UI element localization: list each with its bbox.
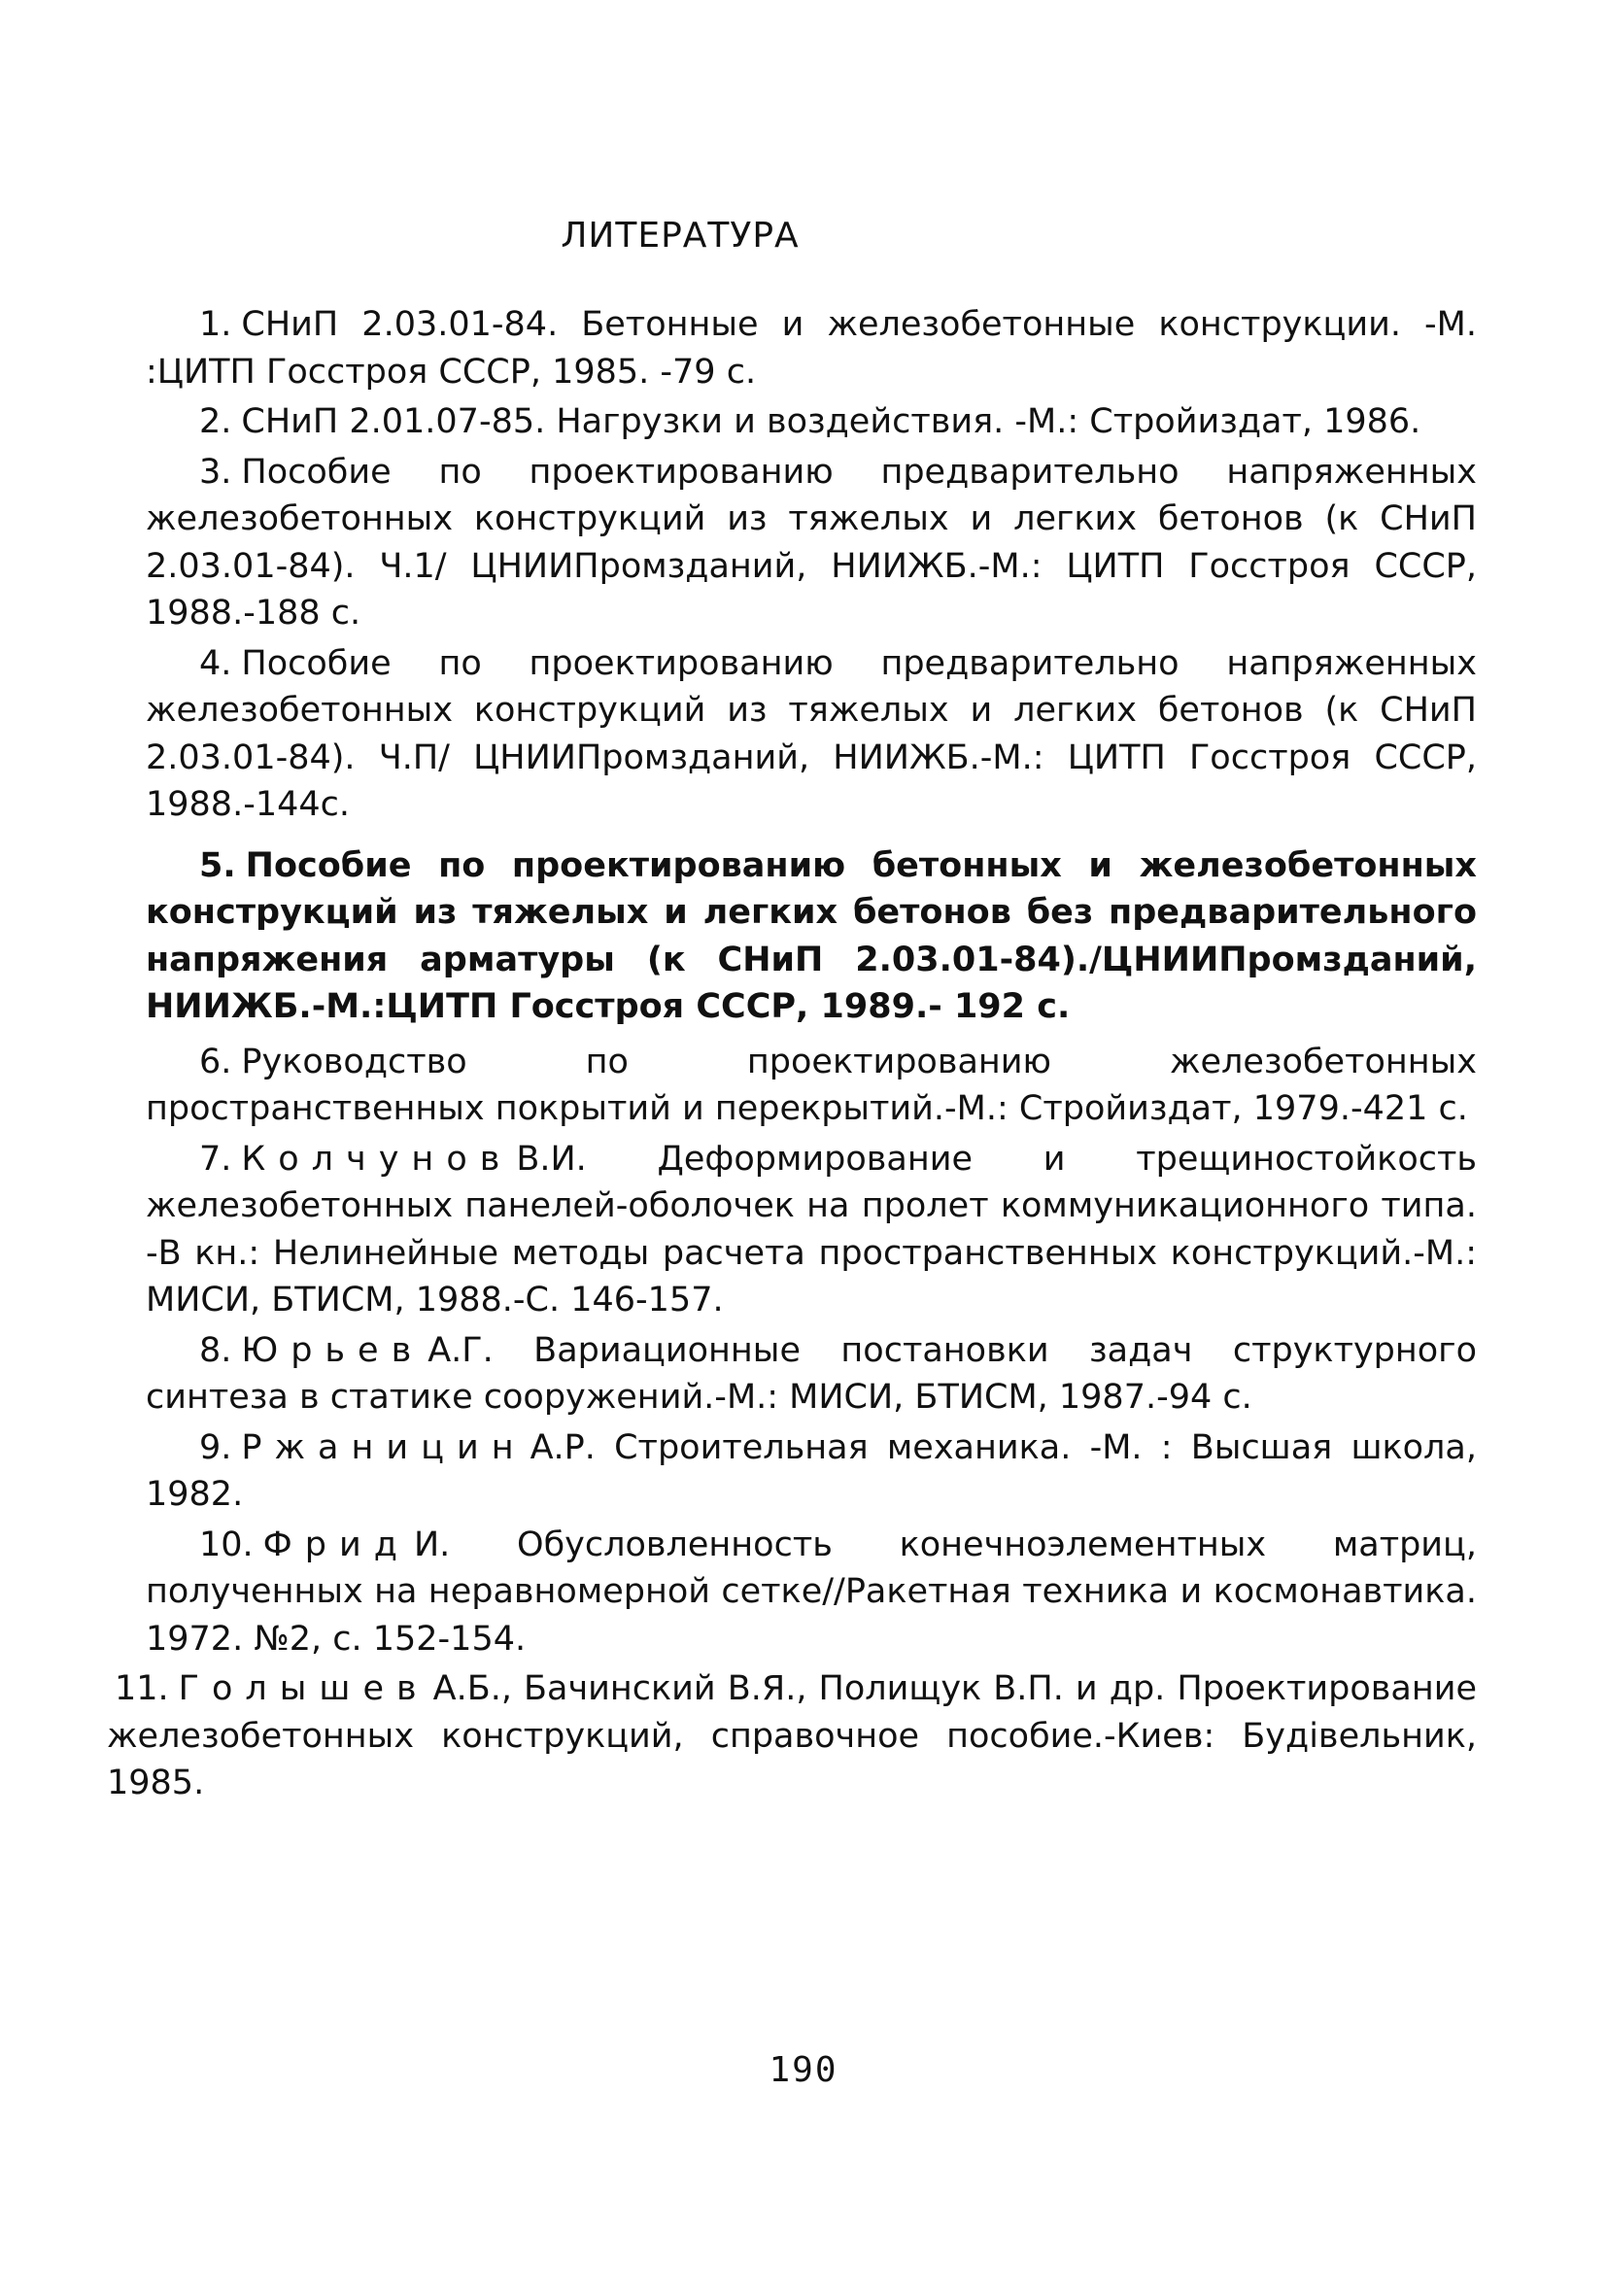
reference-author: Голышев (178, 1669, 429, 1708)
reference-text: А.Б., Бачинский В.Я., Полищук В.П. и др. Проектирование железобетонных конструкций, справочное пособие.-Киев: Будiвельник, 1985. (107, 1669, 1477, 1802)
reference-item (146, 1136, 1477, 1324)
reference-item (146, 1327, 1477, 1422)
reference-item (146, 1522, 1477, 1663)
reference-text: СНиП 2.01.07-85. Нагрузки и воздействия. -М.: Стройиздат, 1986. (241, 402, 1421, 441)
reference-item (146, 398, 1477, 446)
reference-author: Юрьев (241, 1330, 425, 1370)
reference-number: 1. (199, 305, 232, 344)
reference-number: 9. (199, 1427, 232, 1467)
reference-text: Пособие по проектированию предварительно напряженных железобетонных конструкций из тяжелых и легких бетонов (к СНиП 2.03.01-84). Ч.П/ ЦНИИПромзданий, НИИЖБ.-М.: ЦИТП Госстроя СССР, 1988.-144с. (146, 643, 1477, 824)
reference-list (107, 301, 1477, 1810)
reference-item (146, 640, 1477, 829)
reference-item (146, 1039, 1477, 1133)
page-title: ЛИТЕРАТУРА (561, 216, 800, 256)
reference-item (146, 449, 1477, 637)
reference-author: Ржаницин (241, 1427, 527, 1467)
reference-number: 11. (115, 1669, 169, 1708)
reference-number: 10. (199, 1525, 254, 1564)
reference-item (146, 1424, 1477, 1519)
reference-number: 3. (199, 452, 232, 492)
reference-text: А.Г. Вариационные постановки задач структурного синтеза в статике сооружений.-М.: МИСИ, БТИСМ, 1987.-94 с. (146, 1330, 1477, 1417)
reference-number: 5. (199, 845, 236, 885)
reference-author: Колчунов (241, 1139, 513, 1179)
reference-text: Пособие по проектированию предварительно напряженных железобетонных конструкций из тяжелых и легких бетонов (к СНиП 2.03.01-84). Ч.1/ ЦНИИПромзданий, НИИЖБ.-М.: ЦИТП Госстроя СССР, 1988.-188 с. (146, 452, 1477, 633)
reference-text: Пособие по проектированию бетонных и железобетонных конструкций из тяжелых и легких бетонов без предварительного напряжения арматуры (к СНиП 2.03.01-84)./ЦНИИПромзданий, НИИЖБ.-М.:ЦИТП Госстроя СССР, 1989.- 192 с. (146, 845, 1477, 1026)
reference-number: 2. (199, 402, 232, 441)
reference-number: 4. (199, 643, 232, 683)
reference-item (107, 1665, 1477, 1807)
reference-text: СНиП 2.03.01-84. Бетонные и железобетонные конструкции. -М. :ЦИТП Госстроя СССР, 1985. -79 с. (146, 305, 1477, 392)
reference-item (146, 301, 1477, 395)
reference-number: 6. (199, 1042, 232, 1081)
reference-text: В.И. Деформирование и трещиностойкость железобетонных панелей-оболочек на пролет коммуникационного типа. -В кн.: Нелинейные методы расчета пространственных конструкций.-М.: МИСИ, БТИСМ, 1988.-С. 146-157. (146, 1139, 1477, 1319)
reference-number: 8. (199, 1330, 232, 1370)
reference-item (146, 842, 1477, 1031)
reference-text: И. Обусловленность конечноэлементных матриц, полученных на неравномерной сетке//Ракетная техника и космонавтика. 1972. №2, с. 152-154. (146, 1525, 1477, 1659)
reference-text: А.Р. Строительная механика. -М. : Высшая школа, 1982. (146, 1427, 1477, 1514)
reference-number: 7. (199, 1139, 232, 1179)
page-number: 190 (769, 2050, 838, 2090)
reference-text: Руководство по проектированию железобетонных пространственных покрытий и перекрытий.-М.: Стройиздат, 1979.-421 с. (146, 1042, 1477, 1128)
reference-author: Фрид (262, 1525, 410, 1564)
